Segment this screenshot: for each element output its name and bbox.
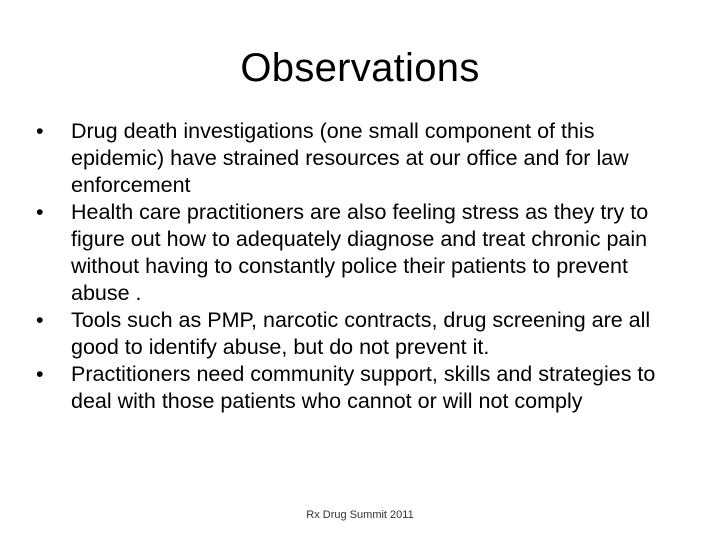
bullet-text: Tools such as PMP, narcotic contracts, drug screening are all good to identify abuse, but do not prevent it. xyxy=(71,308,651,359)
bullet-item xyxy=(36,307,686,361)
bullet-icon: • xyxy=(36,362,44,386)
bullet-item xyxy=(36,199,686,307)
bullet-icon: • xyxy=(36,200,44,224)
bullet-text: Drug death investigations (one small component of this epidemic) have strained resources at our office and for law enforcement xyxy=(71,119,629,197)
slide-title: Observations xyxy=(240,46,480,90)
slide-footer: Rx Drug Summit 2011 xyxy=(306,509,414,521)
bullet-item xyxy=(36,118,686,199)
bullet-icon: • xyxy=(36,119,44,143)
bullet-text: Health care practitioners are also feeling stress as they try to figure out how to adequately diagnose and treat chronic pain without having to constantly police their patients to prevent abuse . xyxy=(71,200,649,305)
bullet-text: Practitioners need community support, skills and strategies to deal with those patients who cannot or will not comply xyxy=(71,362,656,413)
bullet-icon: • xyxy=(36,308,44,332)
bullet-item xyxy=(36,361,686,415)
bullet-list xyxy=(36,118,686,415)
